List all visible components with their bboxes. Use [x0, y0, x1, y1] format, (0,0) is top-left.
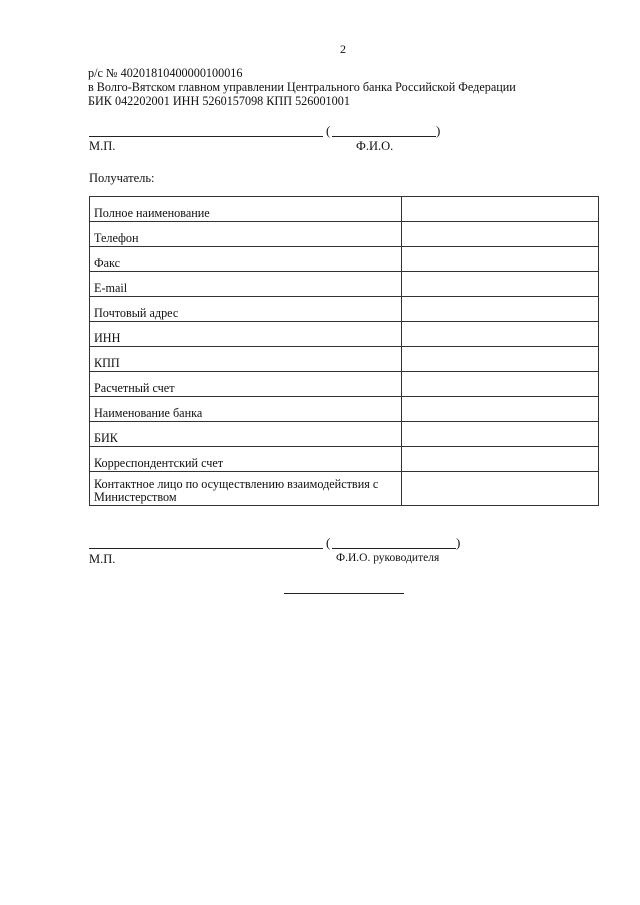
table-row: [90, 447, 599, 472]
stamp-label: М.П.: [89, 552, 116, 566]
paren-close: ): [456, 535, 461, 550]
field-label: Телефон: [90, 222, 402, 247]
field-label: Почтовый адрес: [90, 297, 402, 322]
table-row: [90, 472, 599, 506]
field-label: Факс: [90, 247, 402, 272]
table-row: [90, 372, 599, 397]
paren-open: (: [326, 535, 331, 550]
field-value[interactable]: [402, 422, 599, 447]
table-row: [90, 247, 599, 272]
name-line: [332, 548, 456, 549]
field-value[interactable]: [402, 397, 599, 422]
signature-line: [89, 548, 323, 549]
field-label: Контактное лицо по осуществлению взаимодействия с Министерством: [90, 472, 402, 506]
field-label: ИНН: [90, 322, 402, 347]
bank-details: [88, 66, 516, 108]
bank-name-line: в Волго-Вятском главном управлении Центрального банка Российской Федерации: [88, 80, 516, 94]
table-row: [90, 297, 599, 322]
field-label: E-mail: [90, 272, 402, 297]
field-label: Наименование банка: [90, 397, 402, 422]
table-row: [90, 322, 599, 347]
recipient-table: [89, 196, 599, 506]
field-value[interactable]: [402, 197, 599, 222]
field-label: БИК: [90, 422, 402, 447]
field-value[interactable]: [402, 322, 599, 347]
bank-codes-line: БИК 042202001 ИНН 5260157098 КПП 526001001: [88, 94, 350, 108]
name-label: Ф.И.О. руководителя: [336, 552, 440, 564]
paren-open: (: [326, 123, 331, 138]
field-value[interactable]: [402, 272, 599, 297]
paren-close: ): [436, 123, 441, 138]
recipient-heading: Получатель:: [89, 171, 155, 185]
field-value[interactable]: [402, 247, 599, 272]
field-value[interactable]: [402, 347, 599, 372]
field-value[interactable]: [402, 222, 599, 247]
end-separator: [284, 593, 404, 594]
field-label: Корреспондентский счет: [90, 447, 402, 472]
field-value[interactable]: [402, 372, 599, 397]
signature-line: [89, 136, 323, 137]
table-row: [90, 397, 599, 422]
table-row: [90, 197, 599, 222]
field-label: КПП: [90, 347, 402, 372]
field-value[interactable]: [402, 447, 599, 472]
stamp-label: М.П.: [89, 139, 116, 153]
field-label: Расчетный счет: [90, 372, 402, 397]
field-label: Полное наименование: [90, 197, 402, 222]
table-row: [90, 347, 599, 372]
table-row: [90, 422, 599, 447]
field-value[interactable]: [402, 472, 599, 506]
table-row: [90, 222, 599, 247]
recipient-table-body: [90, 197, 599, 506]
name-label: Ф.И.О.: [356, 139, 394, 153]
name-line: [332, 136, 436, 137]
table-row: [90, 272, 599, 297]
page-number: 2: [340, 42, 346, 56]
field-value[interactable]: [402, 297, 599, 322]
bank-account-line: р/с № 40201810400000100016: [88, 66, 243, 80]
